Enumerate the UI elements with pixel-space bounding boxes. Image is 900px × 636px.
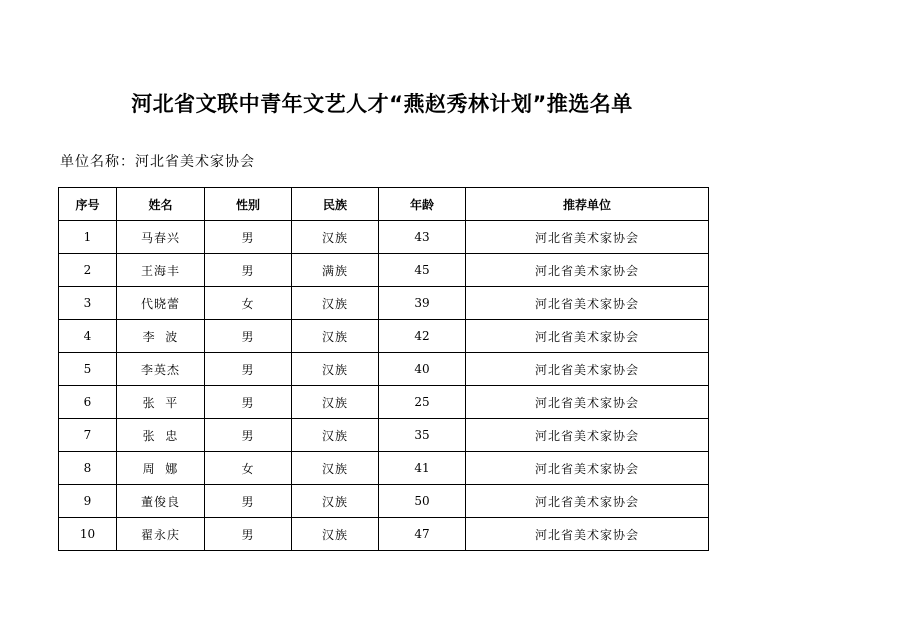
cell-index: 5 bbox=[59, 353, 117, 386]
cell-age: 50 bbox=[379, 485, 466, 518]
cell-age: 25 bbox=[379, 386, 466, 419]
cell-index: 6 bbox=[59, 386, 117, 419]
cell-name: 马春兴 bbox=[117, 221, 205, 254]
table-row bbox=[59, 254, 709, 287]
cell-gender: 男 bbox=[205, 518, 292, 551]
cell-index: 9 bbox=[59, 485, 117, 518]
cell-recommending-unit: 河北省美术家协会 bbox=[466, 452, 709, 485]
cell-ethnicity: 满族 bbox=[292, 254, 379, 287]
cell-age: 41 bbox=[379, 452, 466, 485]
table-row bbox=[59, 386, 709, 419]
cell-gender: 男 bbox=[205, 221, 292, 254]
header-gender: 性别 bbox=[205, 188, 292, 221]
cell-gender: 男 bbox=[205, 386, 292, 419]
cell-gender: 男 bbox=[205, 353, 292, 386]
cell-recommending-unit: 河北省美术家协会 bbox=[466, 353, 709, 386]
cell-ethnicity: 汉族 bbox=[292, 221, 379, 254]
cell-age: 42 bbox=[379, 320, 466, 353]
table-row bbox=[59, 419, 709, 452]
cell-age: 39 bbox=[379, 287, 466, 320]
cell-ethnicity: 汉族 bbox=[292, 320, 379, 353]
document-title: 河北省文联中青年文艺人才“燕赵秀林计划”推选名单 bbox=[131, 92, 633, 116]
table-row bbox=[59, 353, 709, 386]
cell-recommending-unit: 河北省美术家协会 bbox=[466, 254, 709, 287]
cell-name: 李 波 bbox=[117, 320, 205, 353]
table-row bbox=[59, 287, 709, 320]
cell-recommending-unit: 河北省美术家协会 bbox=[466, 419, 709, 452]
cell-age: 35 bbox=[379, 419, 466, 452]
cell-name: 张 忠 bbox=[117, 419, 205, 452]
table-header-row bbox=[59, 188, 709, 221]
cell-index: 10 bbox=[59, 518, 117, 551]
cell-recommending-unit: 河北省美术家协会 bbox=[466, 485, 709, 518]
header-recommending-unit: 推荐单位 bbox=[466, 188, 709, 221]
cell-ethnicity: 汉族 bbox=[292, 287, 379, 320]
cell-gender: 男 bbox=[205, 485, 292, 518]
cell-index: 3 bbox=[59, 287, 117, 320]
cell-age: 45 bbox=[379, 254, 466, 287]
cell-index: 7 bbox=[59, 419, 117, 452]
cell-name: 周 娜 bbox=[117, 452, 205, 485]
cell-age: 40 bbox=[379, 353, 466, 386]
table-row bbox=[59, 320, 709, 353]
nominee-table bbox=[58, 187, 709, 551]
header-index: 序号 bbox=[59, 188, 117, 221]
table-row bbox=[59, 452, 709, 485]
table-row bbox=[59, 485, 709, 518]
cell-recommending-unit: 河北省美术家协会 bbox=[466, 386, 709, 419]
cell-ethnicity: 汉族 bbox=[292, 386, 379, 419]
cell-index: 2 bbox=[59, 254, 117, 287]
cell-name: 王海丰 bbox=[117, 254, 205, 287]
cell-ethnicity: 汉族 bbox=[292, 419, 379, 452]
cell-gender: 女 bbox=[205, 452, 292, 485]
header-age: 年龄 bbox=[379, 188, 466, 221]
cell-index: 8 bbox=[59, 452, 117, 485]
cell-ethnicity: 汉族 bbox=[292, 485, 379, 518]
cell-ethnicity: 汉族 bbox=[292, 452, 379, 485]
cell-recommending-unit: 河北省美术家协会 bbox=[466, 518, 709, 551]
cell-ethnicity: 汉族 bbox=[292, 518, 379, 551]
cell-ethnicity: 汉族 bbox=[292, 353, 379, 386]
cell-index: 4 bbox=[59, 320, 117, 353]
cell-index: 1 bbox=[59, 221, 117, 254]
table-row bbox=[59, 221, 709, 254]
cell-gender: 男 bbox=[205, 419, 292, 452]
cell-name: 翟永庆 bbox=[117, 518, 205, 551]
header-ethnicity: 民族 bbox=[292, 188, 379, 221]
cell-gender: 女 bbox=[205, 287, 292, 320]
cell-recommending-unit: 河北省美术家协会 bbox=[466, 287, 709, 320]
table-row bbox=[59, 518, 709, 551]
cell-gender: 男 bbox=[205, 254, 292, 287]
cell-name: 代晓蕾 bbox=[117, 287, 205, 320]
cell-recommending-unit: 河北省美术家协会 bbox=[466, 320, 709, 353]
cell-name: 董俊良 bbox=[117, 485, 205, 518]
cell-age: 43 bbox=[379, 221, 466, 254]
cell-age: 47 bbox=[379, 518, 466, 551]
cell-name: 张 平 bbox=[117, 386, 205, 419]
unit-name-label: 单位名称：河北省美术家协会 bbox=[60, 154, 255, 170]
cell-recommending-unit: 河北省美术家协会 bbox=[466, 221, 709, 254]
cell-gender: 男 bbox=[205, 320, 292, 353]
cell-name: 李英杰 bbox=[117, 353, 205, 386]
header-name: 姓名 bbox=[117, 188, 205, 221]
